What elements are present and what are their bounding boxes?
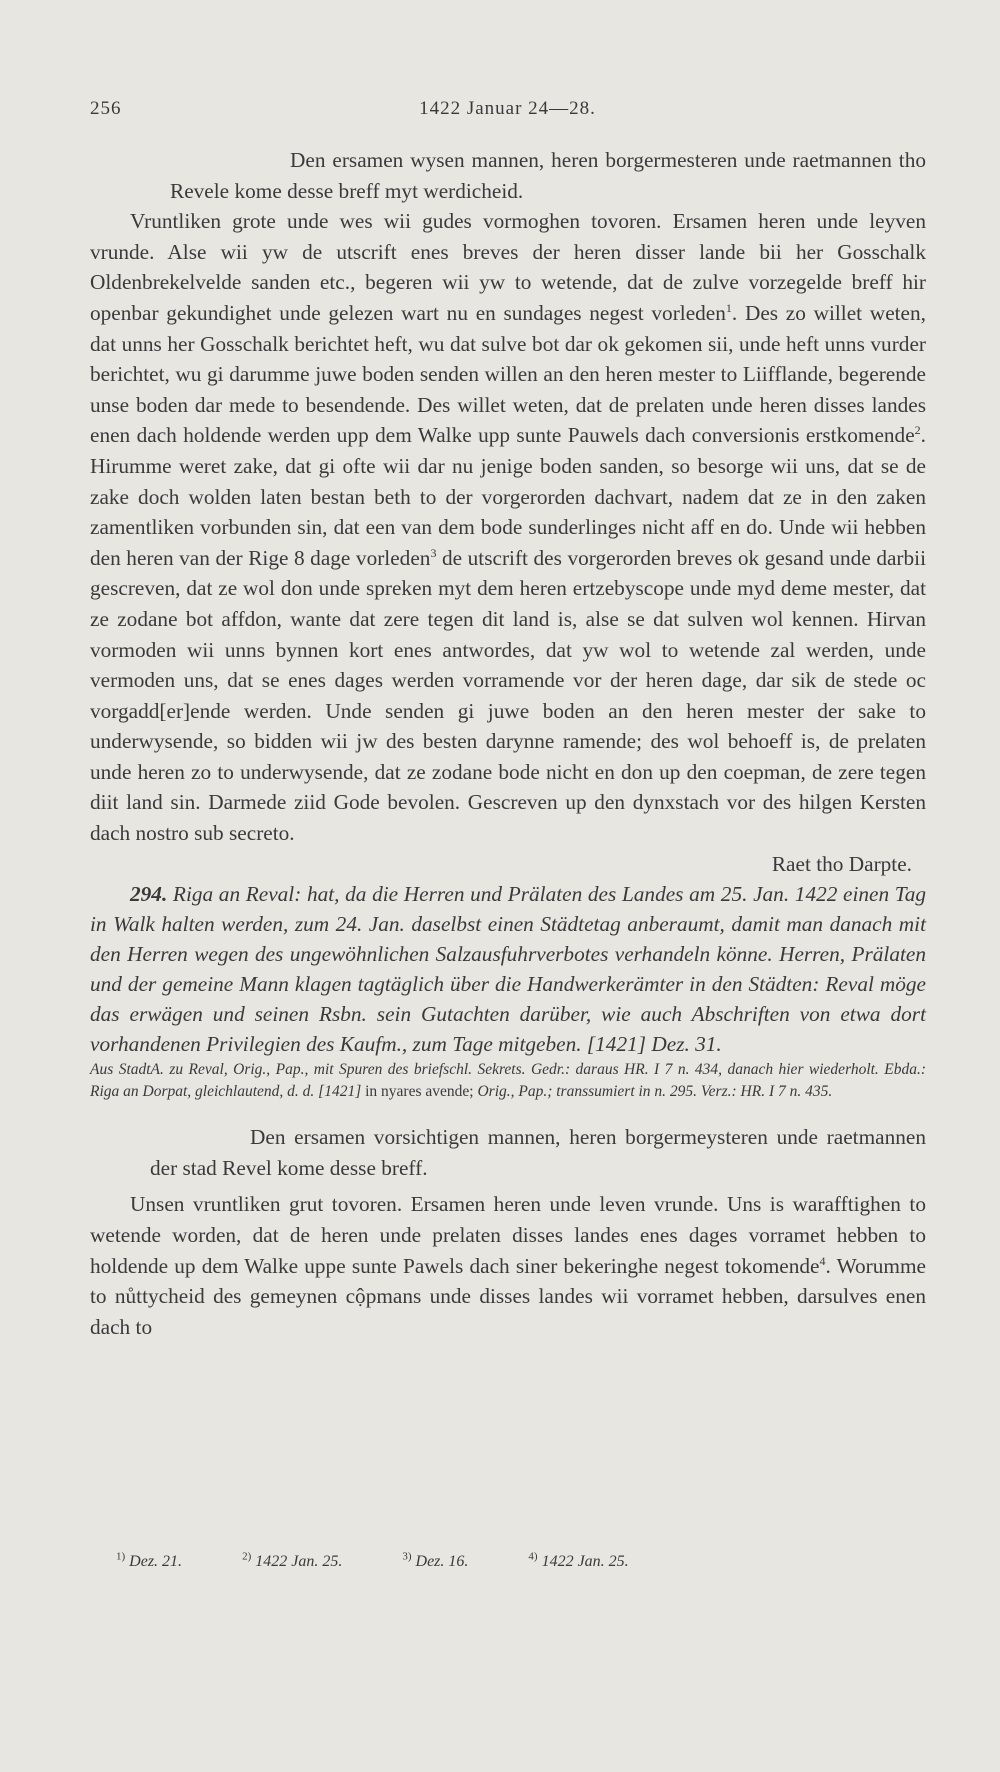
regest-number: 294. xyxy=(130,882,168,907)
footnote-4: $^{4)}$ 1422 Jan. 25. xyxy=(528,1550,629,1570)
footnote-ref-2: 2 xyxy=(914,423,921,438)
running-title: 1422 Januar 24—28. xyxy=(419,98,596,119)
footnote-3: $^{3)}$ Dez. 16. xyxy=(402,1550,469,1570)
footnote-ref-3: 3 xyxy=(430,545,437,560)
letter2-text: Unsen vruntliken grut tovoren. Ersamen heren unde leven vrunde. Uns is warafftighen to wetende worden, dat de heren unde prelaten disses landes enes dages vorramet hebben to holdende up dem Walke uppe sunte Pawels dach siner bekeringhe negest tokomende$^4$. Worumme to nůttycheid des gemeynen cộpmans unde disses landes wii vorramet hebben, darsulves enen dach to xyxy=(90,1192,926,1339)
regest-294: 294. Riga an Reval: hat, da die Herren und Prälaten des Landes am 25. Jan. 1422 einen Tag in Walk halten werden, zum 24. Jan. daselbst einen Städtetag anberaumt, damit man danach mit den Herren wegen des ungewöhnlichen Salzausfuhrverbotes verhandeln könne. Herren, Prälaten und der gemeine Mann klagen tagtäglich über die Handwerkerämter in den Städten: Reval möge das erwägen und seinen Rsbn. sein Gutachten darüber, wie auch Abschriften von etwa dort vorhandenen Privilegien des Kaufm., zum Tage mitgeben. [1421] Dez. 31. xyxy=(90,882,926,1057)
footnote-ref-1: 1 xyxy=(725,300,732,315)
letter1-address: Den ersamen wysen mannen, heren borgermesteren unde raetmannen tho Revele kome desse breff myt werdicheid. xyxy=(170,148,926,203)
letter2-address: Den ersamen vorsichtigen mannen, heren borgermeysteren unde raetmannen der stad Revel kome desse breff. xyxy=(150,1125,926,1180)
footnote-1: $^{1)}$ Dez. 21. xyxy=(116,1550,183,1570)
page-body xyxy=(90,145,926,1342)
footnote-ref-4: 4 xyxy=(819,1253,826,1268)
source-note: Aus StadtA. zu Reval, Orig., Pap., mit Spuren des briefschl. Sekrets. Gedr.: daraus HR. I 7 n. 434, danach hier wiederholt. Ebda.: Riga an Dorpat, gleichlautend, d. d. [1421] in nyares avende; Orig., Pap.; transsumiert in n. 295. Verz.: HR. I 7 n. 435. xyxy=(90,1061,926,1100)
page-number: 256 xyxy=(90,98,122,119)
letter1-signature: Raet tho Darpte. xyxy=(771,851,912,876)
footnote-2: $^{2)}$ 1422 Jan. 25. xyxy=(242,1550,343,1570)
page-header xyxy=(90,98,925,128)
footnotes xyxy=(116,1550,916,1571)
letter1-text: Vruntliken grote unde wes wii gudes vormoghen tovoren. Ersamen heren unde leyven vrunde. Alse wii yw de utscrift enes breves der heren disser lande bii her Gosschalk Oldenbrekelvelde sanden etc., begeren wii yw to wetende, dat de zulve vorzegelde breff hir openbar gekundighet unde gelezen wart nu en sundages negest vorleden$^1$. Des zo willet weten, dat unns her Gosschalk berichtet heft, wu dat sulve bot dar ok gekomen sii, unde heft unns vurder berichtet, wu gi darumme juwe boden senden willen an den heren mester to Liifflande, begerende unse boden dar mede to besendende. Des willet weten, dat de prelaten unde heren disses landes enen dach holdende werden upp dem Walke upp sunte Pauwels dach conversionis erstkomende$^2$. Hirumme weret zake, dat gi ofte wii dar nu jenige boden sanden, so besorge wii uns, dat se de zake doch wolden laten bestan beth to der vorgerorden dachvart, nadem dat ze in den zaken zamentliken vorbunden sin, dat een van dem bode sunderlinges nicht aff en do. Unde wii hebben den heren van der Rige 8 dage vorleden$^3$ de utscrift des vorgerorden breves ok gesand unde darbii gescreven, dat ze wol don unde spreken myt dem heren ertzebyscope unde myd deme mester, dat ze zodane bot affdon, wante dat zere tegen dit land is, alse se dat sulven wol kennen. Hirvan vormoden wii unns bynnen kort enes antwordes, dat yw wol to wetende zal werden, unde vermoden uns, dat se enes dages werden vorramende vor der heren dage, dar sik de stede oc vorgadd[er]ende werden. Unde senden gi juwe boden an den heren mester der sake to underwysende, so bidden wii jw des besten darynne ramende; des wol behoeff is, de prelaten unde heren zo to underwysende, dat ze zodane bode nicht en don up den coepman, de zere tegen diit land sin. Darmede ziid Gode bevolen. Gescreven up den dynxstach vor des hilgen Kersten dach nostro sub secreto. xyxy=(90,209,926,846)
